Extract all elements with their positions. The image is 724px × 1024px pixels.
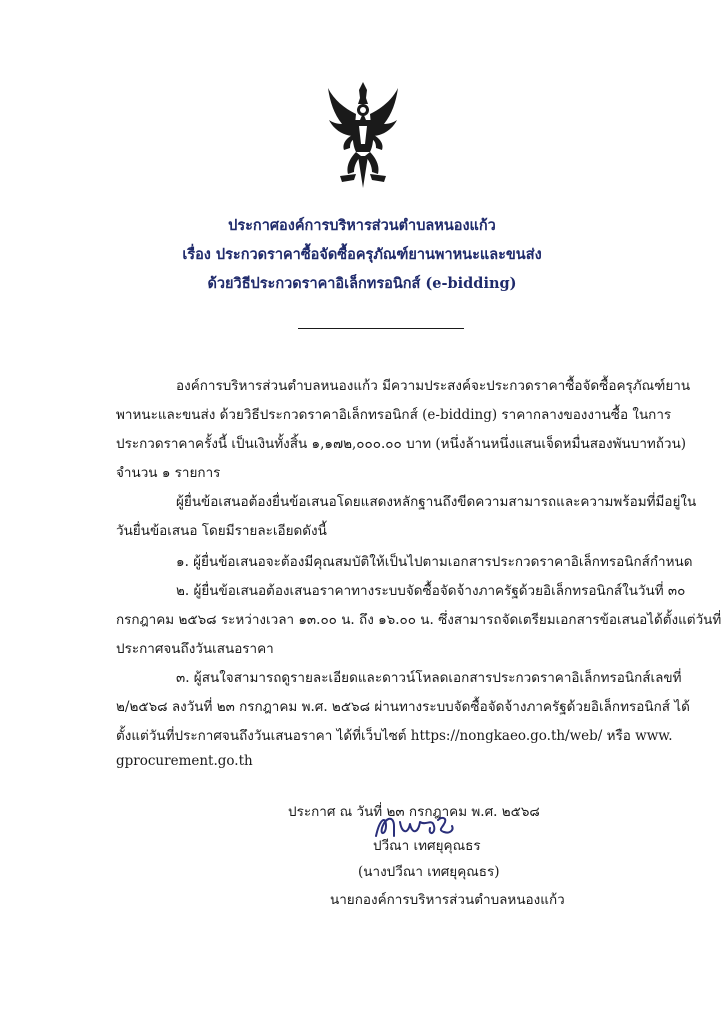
announcement-subject: เรื่อง ประกวดราคาซื้อจัดซื้อครุภัณฑ์ยานพาหนะและขนส่ง <box>182 246 542 263</box>
announcement-date: ประกาศ ณ วันที่ ๒๓ กรกฎาคม พ.ศ. ๒๕๖๘ <box>288 804 540 820</box>
announcement-org-title: ประกาศองค์การบริหารส่วนตำบลหนองแก้ว <box>228 217 496 234</box>
qualification-item-2-line-3: ประกาศจนถึงวันเสนอราคา <box>116 641 274 657</box>
signer-position: นายกองค์การบริหารส่วนตำบลหนองแก้ว <box>330 892 565 908</box>
qualification-item-3-line-4: gprocurement.go.th <box>116 753 253 769</box>
signer-name: ปวีณา เทศยุคุณธร <box>373 838 481 854</box>
qualification-item-2-line-2: กรกฎาคม ๒๕๖๘ ระหว่างเวลา ๑๓.๐๐ น. ถึง ๑๖.๐๐ น. ซึ่งสามารถจัดเตรียมเอกสารข้อเสนอได้ตั้งแต่วันที่ <box>116 612 722 628</box>
announcement-method: ด้วยวิธีประกวดราคาอิเล็กทรอนิกส์ (e-bidding) <box>207 275 517 292</box>
garuda-emblem-icon <box>326 80 400 192</box>
title-divider <box>298 328 464 329</box>
paragraph-2-line-1: ผู้ยื่นข้อเสนอต้องยื่นข้อเสนอโดยแสดงหลักฐานถึงขีดความสามารถและความพร้อมที่มีอยู่ใน <box>176 494 697 510</box>
paragraph-1-line-3: ประกวดราคาครั้งนี้ เป็นเงินทั้งสิ้น ๑,๑๗๒,๐๐๐.๐๐ บาท (หนึ่งล้านหนึ่งแสนเจ็ดหมื่นสองพันบาทถ้วน) <box>116 436 687 452</box>
qualification-item-3-line-1: ๓. ผู้สนใจสามารถดูรายละเอียดและดาวน์โหลดเอกสารประกวดราคาอิเล็กทรอนิกส์เลขที่ <box>176 670 682 686</box>
qualification-item-3-line-2: ๒/๒๕๖๘ ลงวันที่ ๒๓ กรกฎาคม พ.ศ. ๒๕๖๘ ผ่านทางระบบจัดซื้อจัดจ้างภาครัฐด้วยอิเล็กทรอนิกส์ ได้ <box>116 699 690 715</box>
paragraph-1-line-2: พาหนะและขนส่ง ด้วยวิธีประกวดราคาอิเล็กทรอนิกส์ (e-bidding) ราคากลางของงานซื้อ ในการ <box>116 407 672 423</box>
paragraph-1-line-4: จำนวน ๑ รายการ <box>116 465 221 481</box>
paragraph-2-line-2: วันยื่นข้อเสนอ โดยมีรายละเอียดดังนี้ <box>116 523 327 539</box>
qualification-item-3-line-3: ตั้งแต่วันที่ประกาศจนถึงวันเสนอราคา ได้ที่เว็บไซต์ https://nongkaeo.go.th/web/ หรือ www. <box>116 728 673 744</box>
paragraph-1-line-1: องค์การบริหารส่วนตำบลหนองแก้ว มีความประสงค์จะประกวดราคาซื้อจัดซื้อครุภัณฑ์ยาน <box>176 378 691 394</box>
qualification-item-1: ๑. ผู้ยื่นข้อเสนอจะต้องมีคุณสมบัติให้เป็นไปตามเอกสารประกวดราคาอิเล็กทรอนิกส์กำหนด <box>176 554 693 570</box>
qualification-item-2-line-1: ๒. ผู้ยื่นข้อเสนอต้องเสนอราคาทางระบบจัดซื้อจัดจ้างภาครัฐด้วยอิเล็กทรอนิกส์ในวันที่ ๓๐ <box>176 583 686 599</box>
signer-name-parenthesis: (นางปวีณา เทศยุคุณธร) <box>358 864 500 880</box>
